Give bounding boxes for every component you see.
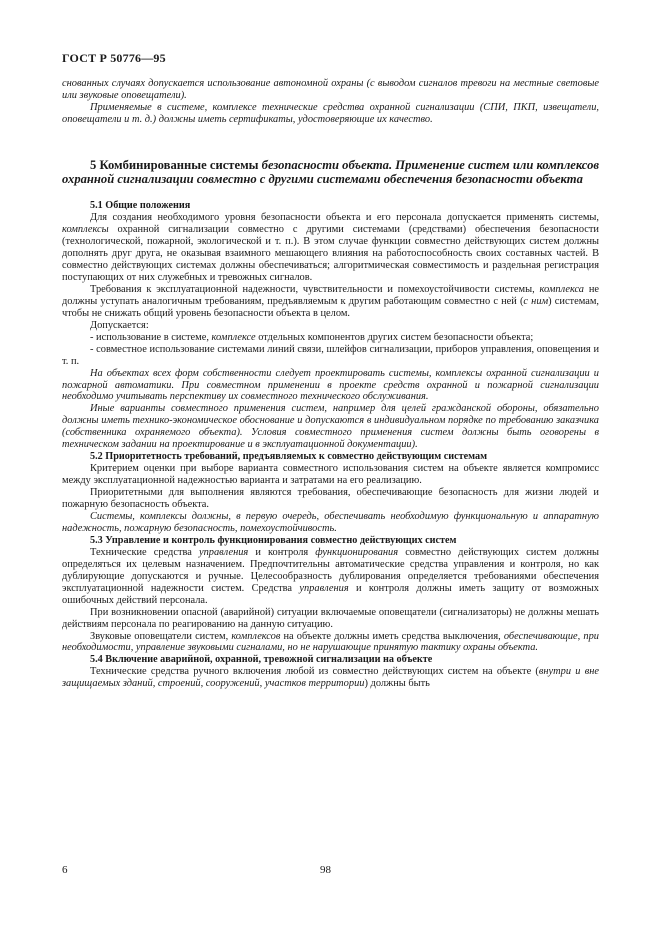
subsection-5-1-heading: 5.1 Общие положения — [90, 200, 191, 212]
paragraph: Приоритетными для выполнения являются требования, обеспечивающие безопасность для жизни людей и пожарную безопасность объекта. — [62, 487, 599, 511]
document-body — [62, 78, 599, 690]
subsection-5-4-heading: 5.4 Включение аварийной, охранной, тревожной сигнализации на объекте — [90, 654, 433, 666]
paragraph: Технические средства ручного включения любой из совместно действующих систем на объекте (внутри и вне защищаемых зданий, строений, сооружений, участков территории) должны быть — [62, 666, 599, 690]
paragraph: Допускается: — [90, 319, 149, 331]
subsection-5-3-heading: 5.3 Управление и контроль функционирования совместно действующих систем — [90, 534, 457, 546]
list-item: - использование в системе, комплексе отдельных компонентов других систем безопасности объекта; — [90, 331, 534, 343]
section-5-title: 5 Комбинированные системы безопасности объекта. Применение систем или комплексов охранной сигнализации совместно с другими системами обеспечения безопасности объекта — [62, 157, 600, 187]
document-header: ГОСТ Р 50776—95 — [62, 51, 166, 65]
paragraph: Системы, комплексы должны, в первую очередь, обеспечивать необходимую функциональную и аппаратную надежность, пожарную безопасность, помехоустойчивость. — [62, 511, 599, 534]
subsection-5-2-heading: 5.2 Приоритетность требований, предъявляемых к совместно действующим системам — [90, 451, 488, 463]
intro-paragraph-2: Применяемые в системе, комплексе технические средства охранной сигнализации (СПИ, ПКП, извещатели, оповещатели и т. д.) должны иметь сертификаты, удостоверяющие их качество. — [62, 101, 599, 125]
paragraph: Критерием оценки при выборе варианта совместного использования систем на объекте является компромисс между эксплуатационной надежностью варианта и затратами на его реализацию. — [62, 463, 599, 487]
intro-paragraph-1: снованных случаях допускается использование автономной охраны (с выводом сигналов тревоги на местные световые или звуковые оповещатели). — [62, 78, 599, 101]
paragraph: На объектах всех форм собственности следует проектировать системы, комплексы охранной сигнализации и пожарной автоматики. При совместном применении в проекте средств охранной и пожарной сигнализации необходимо учитывать перспективу их совместного технического обслуживания. — [62, 367, 599, 403]
page-number-left: 6 — [62, 864, 68, 876]
paragraph: Технические средства управления и контроля функционирования совместно действующих систем должны определяться их целевым назначением. Предпочтительны автоматические средства управления и контроля, но как дублирующие допускаются и ручные. Целесообразность дублирования определяется требованиями обеспечения эксплуатационной надежности систем. Средства управления и контроля должны иметь защиту от возможных ошибочных действий персонала. — [62, 546, 600, 606]
paragraph: Иные варианты совместного применения систем, например для целей гражданской обороны, обязательно должны иметь технико-экономическое обоснование и допускаются в индивидуальном порядке по требованию заказчика (собственника охраняемого объекта). Условия совместного применения систем должны быть оговорены в техническом задании на проектирование и в эксплуатационной документации). — [62, 403, 599, 451]
page-number-center: 98 — [320, 864, 331, 876]
list-item: - совместное использование системами линий связи, шлейфов сигнализации, приборов управления, оповещения и т. п. — [62, 343, 599, 367]
paragraph: При возникновении опасной (аварийной) ситуации включаемые оповещатели (сигнализаторы) не должны мешать действиям персонала по реагированию на данную ситуацию. — [62, 606, 599, 630]
paragraph: Звуковые оповещатели систем, комплексов на объекте должны иметь средства выключения, обеспечивающие, при необходимости, управление звуковыми сигналами, но не нарушающие принятую тактику охраны объекта. — [62, 630, 599, 654]
paragraph: Для создания необходимого уровня безопасности объекта и его персонала допускается применять системы, комплексы охранной сигнализации совместно с другими системами (средствами) обеспечения безопасности (технологической, пожарной, экологической и т. п.). В этом случае функции совместно действующих систем должны дополнять друг друга, не оказывая взаимного мешающего влияния на работоспособность своих составных частей. В совместно действующих системах должны обеспечиваться; алгоритмическая совместимость и раздельная регистрация поступающих от них служебных и тревожных сигналов. — [62, 212, 599, 283]
paragraph: Требования к эксплуатационной надежности, чувствительности и помехоустойчивости системы, комплекса не должны уступать аналогичным требованиям, предъявляемым к другим работающим совместно с ней (с ним) системам, чтобы не снижать общий уровень безопасности объекта в целом. — [62, 283, 600, 319]
